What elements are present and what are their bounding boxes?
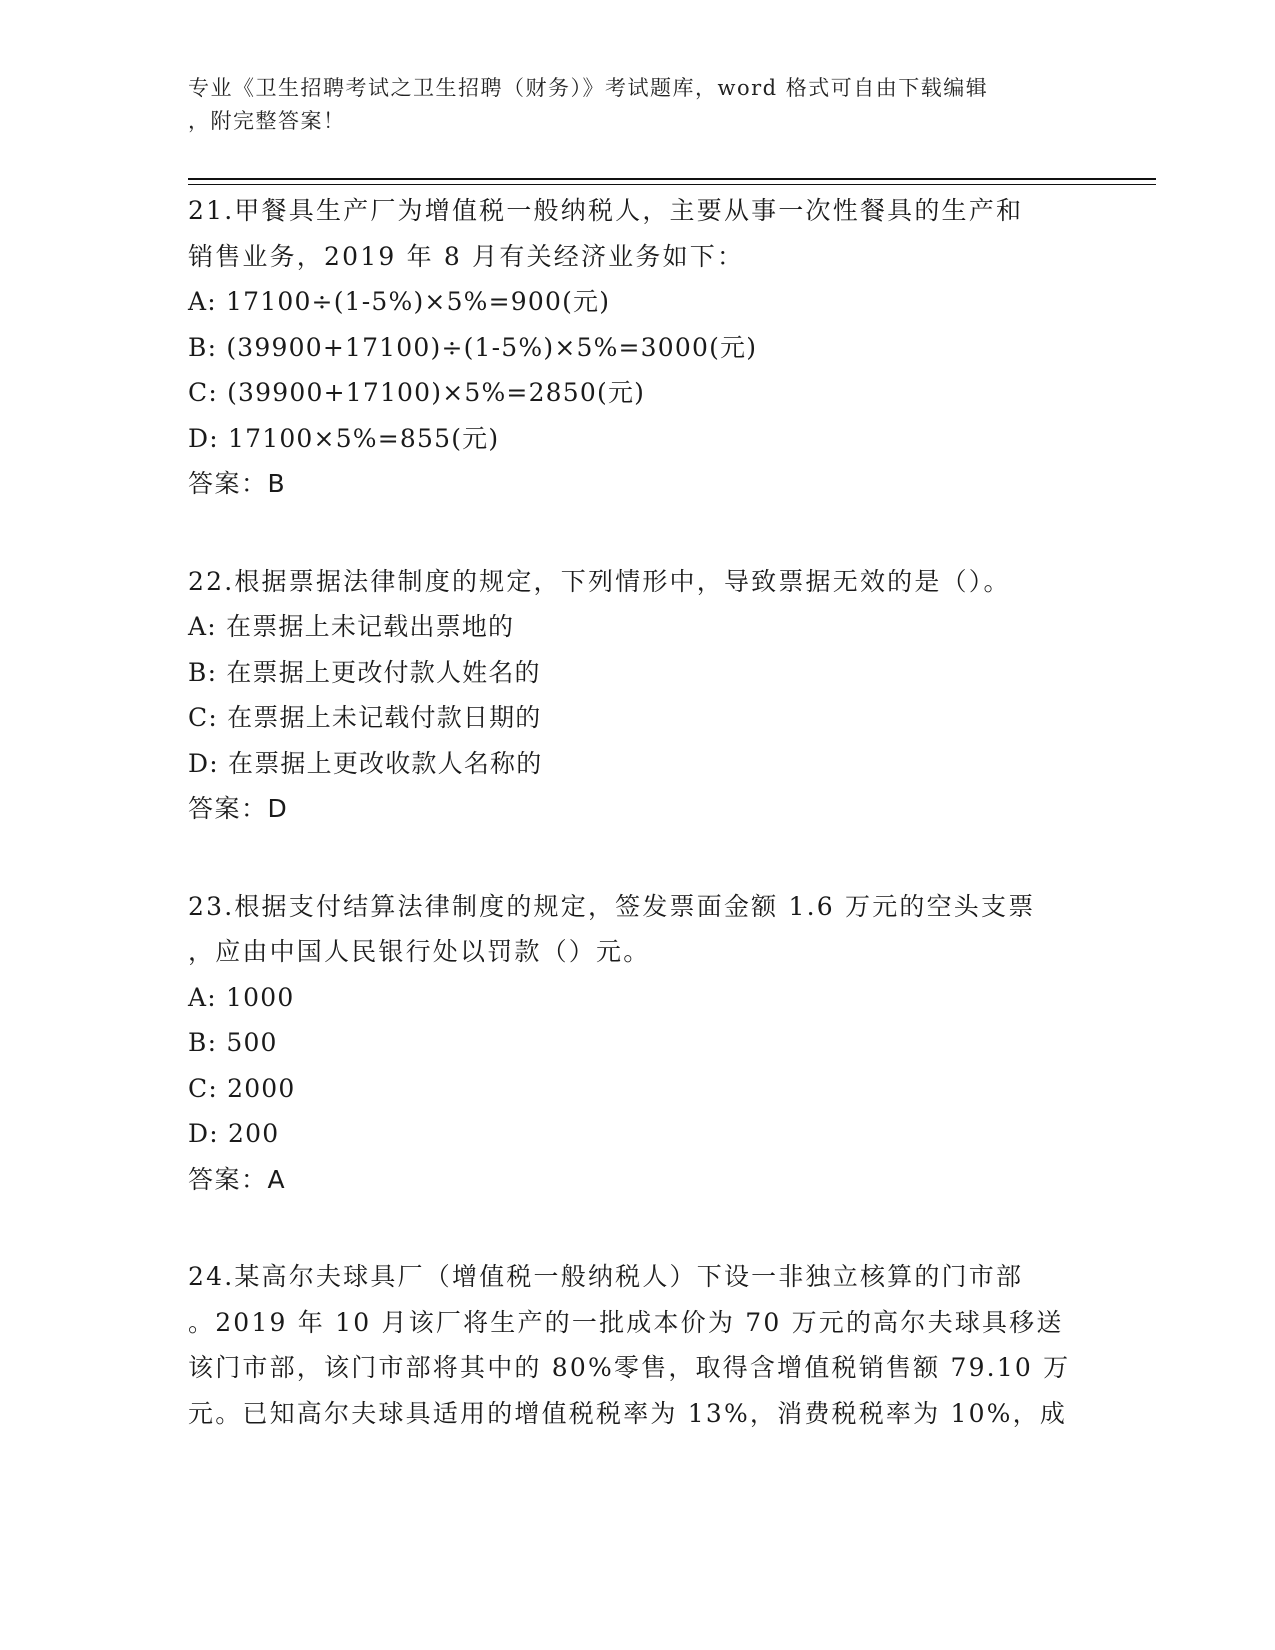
option-a: A: 在票据上未记载出票地的: [188, 612, 515, 641]
option-a: A: 1000: [188, 982, 295, 1012]
question-stem-line: 21.甲餐具生产厂为增值税一般纳税人，主要从事一次性餐具的生产和: [188, 196, 1024, 225]
question-23: [188, 884, 1088, 1203]
option-b: B: (39900+17100)÷(1-5%)×5%=3000(元): [188, 332, 758, 362]
header-divider-thick: [188, 178, 1156, 180]
question-stem-line: 销售业务，2019 年 8 月有关经济业务如下：: [188, 241, 745, 271]
question-list: [188, 188, 1088, 1488]
question-stem-line: 24.某高尔夫球具厂（增值税一般纳税人）下设一非独立核算的门市部: [188, 1262, 1024, 1291]
header-divider-thin: [188, 184, 1156, 185]
option-c: C: 2000: [188, 1073, 296, 1103]
question-stem-line: 元。已知高尔夫球具适用的增值税税率为 13%，消费税税率为 10%，成: [188, 1398, 1068, 1428]
option-d: D: 在票据上更改收款人名称的: [188, 748, 543, 778]
question-stem-line: ，应由中国人民银行处以罚款（）元。: [188, 937, 651, 966]
option-b: B: 500: [188, 1028, 278, 1057]
option-b: B: 在票据上更改付款人姓名的: [188, 657, 541, 687]
document-header: [188, 72, 1088, 138]
answer-label: 答案：A: [188, 1164, 287, 1194]
option-c: C: (39900+17100)×5%=2850(元): [188, 378, 646, 407]
question-stem-line: 。2019 年 10 月该厂将生产的一批成本价为 70 万元的高尔夫球具移送: [188, 1307, 1064, 1337]
header-line-2: ，附完整答案！: [188, 109, 346, 133]
header-line-1: 专业《卫生招聘考试之卫生招聘（财务）》考试题库，word 格式可自由下载编辑: [188, 76, 989, 100]
question-22: [188, 559, 1088, 832]
option-c: C: 在票据上未记载付款日期的: [188, 703, 542, 732]
question-24: [188, 1254, 1088, 1436]
option-d: D: 17100×5%=855(元): [188, 423, 500, 453]
question-21: [188, 188, 1088, 507]
question-stem-line: 该门市部，该门市部将其中的 80%零售，取得含增值税销售额 79.10 万: [188, 1353, 1071, 1382]
option-d: D: 200: [188, 1119, 280, 1148]
option-a: A: 17100÷(1-5%)×5%=900(元): [188, 287, 611, 316]
question-stem-line: 23.根据支付结算法律制度的规定，签发票面金额 1.6 万元的空头支票: [188, 891, 1036, 921]
answer-label: 答案：B: [188, 469, 287, 498]
answer-label: 答案：D: [188, 794, 289, 823]
question-stem-line: 22.根据票据法律制度的规定，下列情形中，导致票据无效的是（）。: [188, 566, 1011, 596]
